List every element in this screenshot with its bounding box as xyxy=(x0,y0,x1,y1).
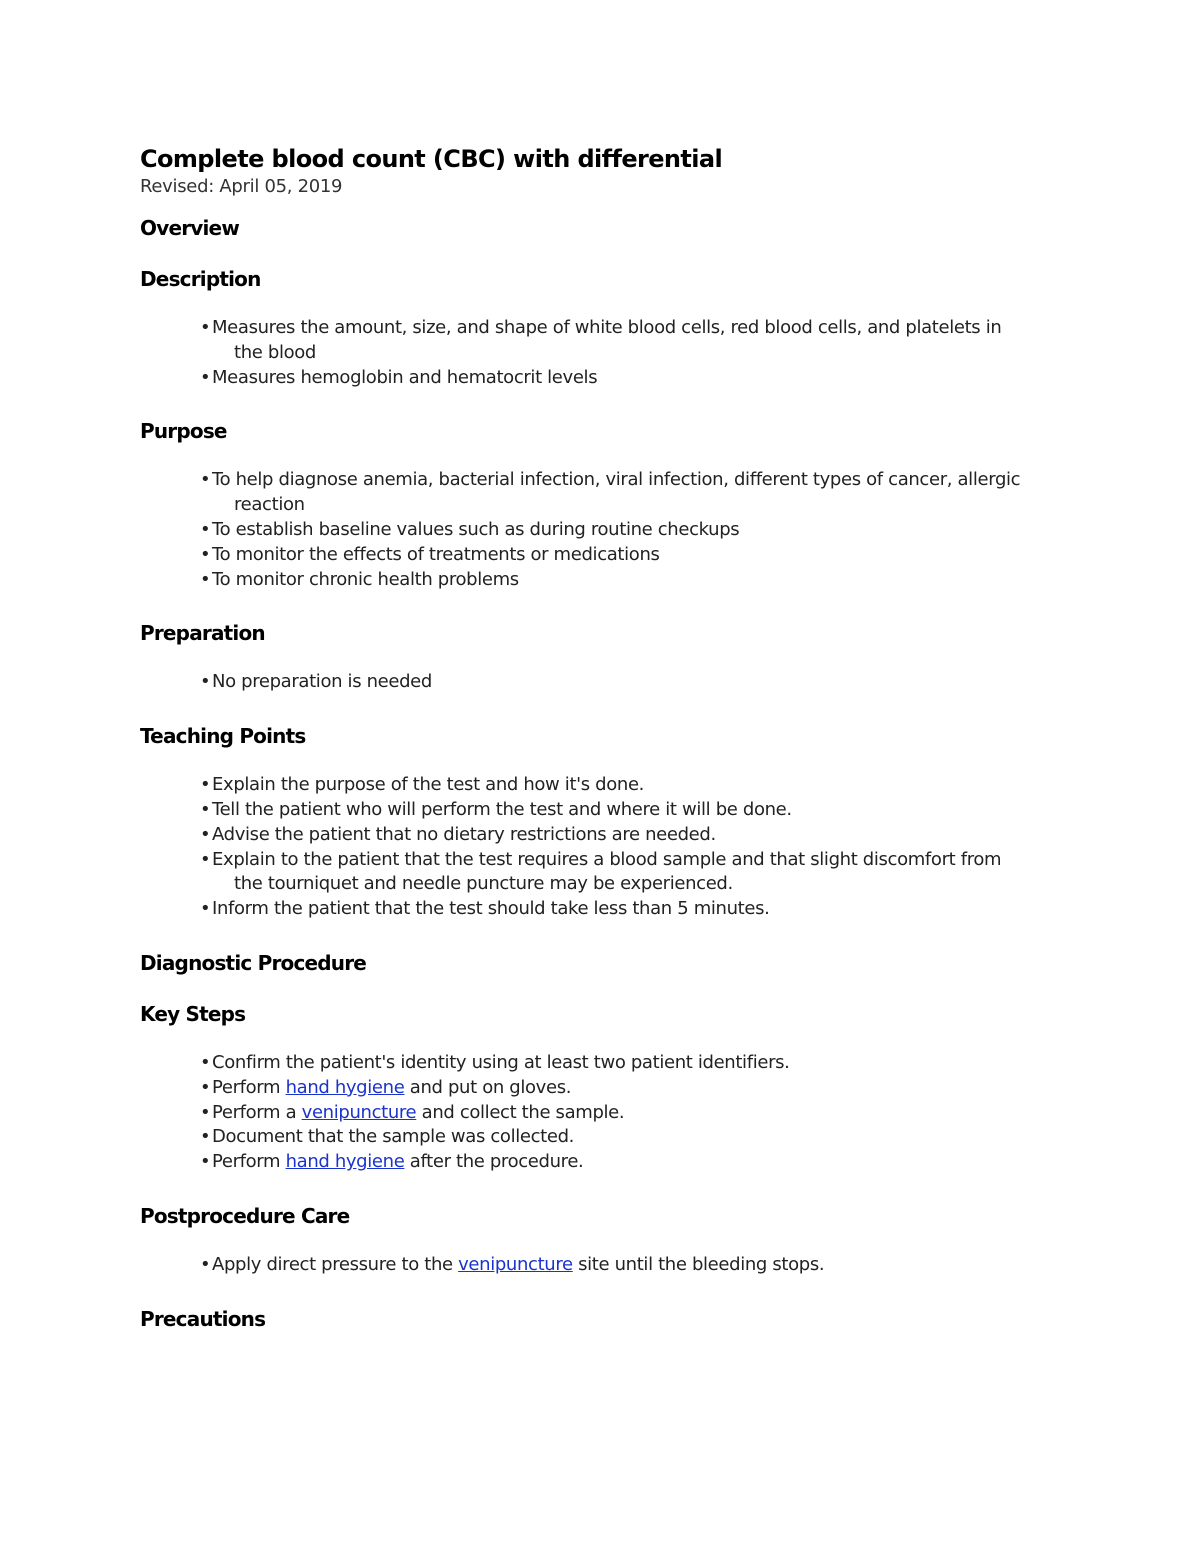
list-item-text: Tell the patient who will perform the test and where it will be done. xyxy=(212,798,792,820)
list-item-text: Perform xyxy=(212,1076,286,1098)
list-item xyxy=(198,823,1078,848)
description-list xyxy=(198,316,1078,390)
list-item xyxy=(198,897,1078,922)
teaching-points-list xyxy=(198,773,1078,922)
list-item-text-wrap: the tourniquet and needle puncture may be experienced. xyxy=(234,873,733,895)
hand-hygiene-link[interactable]: hand hygiene xyxy=(285,1151,405,1173)
list-item-text: Measures hemoglobin and hematocrit levels xyxy=(212,366,598,388)
bullet-icon: • xyxy=(200,1051,211,1073)
bullet-icon: • xyxy=(200,798,211,820)
list-item-text: after the procedure. xyxy=(404,1151,584,1173)
bullet-icon: • xyxy=(200,823,211,845)
list-item xyxy=(198,1101,1078,1126)
list-item-text: To monitor the effects of treatments or medications xyxy=(212,543,660,565)
document-page xyxy=(140,142,1070,1356)
bullet-icon: • xyxy=(200,518,211,540)
bullet-icon: • xyxy=(200,1151,211,1173)
list-item xyxy=(198,366,1078,391)
list-item xyxy=(198,568,1078,593)
list-item-text: and collect the sample. xyxy=(416,1101,625,1123)
bullet-icon: • xyxy=(200,317,211,338)
bullet-icon: • xyxy=(200,568,211,590)
list-item-text: Inform the patient that the test should take less than 5 minutes. xyxy=(212,898,770,920)
bullet-icon: • xyxy=(200,1253,211,1275)
section-heading-preparation: Preparation xyxy=(140,621,265,646)
preparation-list xyxy=(198,670,1078,695)
list-item-text: Perform xyxy=(212,1151,286,1173)
list-item-text: site until the bleeding stops. xyxy=(572,1253,825,1275)
list-item-text: No preparation is needed xyxy=(212,671,432,693)
section-heading-description: Description xyxy=(140,267,261,291)
list-item xyxy=(198,543,1078,568)
list-item-text-wrap: reaction xyxy=(234,494,305,516)
bullet-icon: • xyxy=(200,469,211,491)
section-heading-purpose: Purpose xyxy=(140,419,227,444)
list-item xyxy=(198,798,1078,823)
bullet-icon: • xyxy=(200,1076,211,1098)
document-title: Complete blood count (CBC) with differential xyxy=(140,145,723,173)
bullet-icon: • xyxy=(200,774,211,796)
list-item-text: Explain to the patient that the test requires a blood sample and that slight discomfort from xyxy=(212,848,1002,870)
list-item xyxy=(198,518,1078,543)
hand-hygiene-link[interactable]: hand hygiene xyxy=(285,1076,405,1098)
bullet-icon: • xyxy=(200,543,211,565)
list-item-text: To establish baseline values such as during routine checkups xyxy=(212,518,740,540)
bullet-icon: • xyxy=(200,1126,211,1148)
list-item-text: Perform a xyxy=(212,1101,302,1123)
list-item-text-wrap: the blood xyxy=(234,341,316,363)
list-item xyxy=(198,1051,1078,1076)
list-item-text: Document that the sample was collected. xyxy=(212,1126,575,1148)
list-item xyxy=(198,848,1078,898)
venipuncture-link[interactable]: venipuncture xyxy=(301,1101,417,1123)
list-item-text: Explain the purpose of the test and how it's done. xyxy=(212,774,645,796)
bullet-icon: • xyxy=(200,671,211,693)
section-heading-overview: Overview xyxy=(140,216,240,240)
list-item-text: To help diagnose anemia, bacterial infection, viral infection, different types of cancer, allergic xyxy=(212,469,1021,491)
section-heading-postprocedure-care: Postprocedure Care xyxy=(140,1203,350,1228)
list-item xyxy=(198,670,1078,695)
postprocedure-care-list xyxy=(198,1253,1078,1278)
bullet-icon: • xyxy=(200,898,211,920)
venipuncture-link[interactable]: venipuncture xyxy=(458,1253,573,1275)
list-item xyxy=(198,1150,1078,1175)
list-item xyxy=(198,316,1078,366)
list-item-text: Advise the patient that no dietary restrictions are needed. xyxy=(212,823,716,845)
list-item xyxy=(198,1076,1078,1101)
list-item-text: Apply direct pressure to the xyxy=(212,1253,459,1275)
list-item-text: Measures the amount, size, and shape of white blood cells, red blood cells, and platelets in xyxy=(212,317,1002,338)
bullet-icon: • xyxy=(200,1101,211,1123)
bullet-icon: • xyxy=(200,366,211,388)
list-item xyxy=(198,468,1078,518)
purpose-list xyxy=(198,468,1078,592)
section-heading-diagnostic-procedure: Diagnostic Procedure xyxy=(140,950,367,975)
list-item-text: and put on gloves. xyxy=(404,1076,572,1098)
list-item xyxy=(198,1125,1078,1150)
list-item xyxy=(198,773,1078,798)
section-heading-precautions: Precautions xyxy=(140,1306,266,1331)
list-item-text: Confirm the patient's identity using at least two patient identifiers. xyxy=(212,1051,790,1073)
list-item-text: To monitor chronic health problems xyxy=(212,568,519,590)
section-heading-teaching-points: Teaching Points xyxy=(140,724,306,749)
revised-date: Revised: April 05, 2019 xyxy=(140,176,343,197)
key-steps-list xyxy=(198,1051,1078,1175)
bullet-icon: • xyxy=(200,848,211,870)
list-item xyxy=(198,1253,1078,1278)
section-heading-key-steps: Key Steps xyxy=(140,1001,246,1026)
